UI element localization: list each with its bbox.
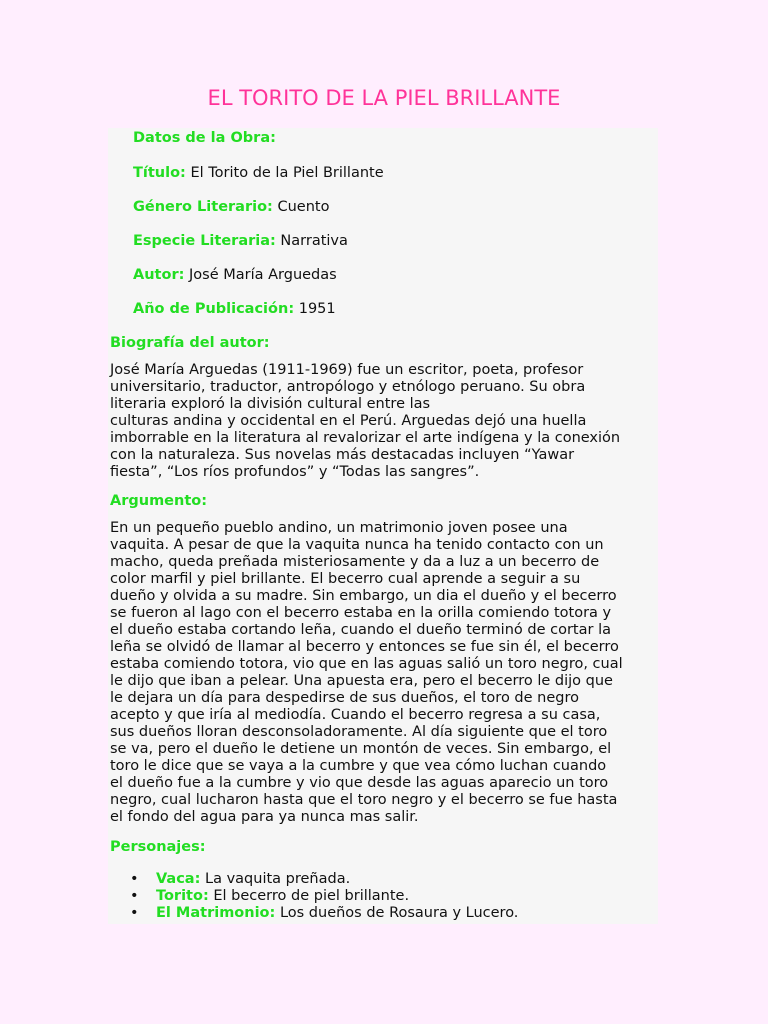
datos-label: Autor:: [133, 267, 185, 283]
text-line: el fondo del agua para ya nunca mas salir.: [110, 809, 419, 825]
text-line: toro le dice que se vaya a la cumbre y que vea cómo luchan cuando: [110, 758, 607, 774]
page-title: EL TORITO DE LA PIEL BRILLANTE: [207, 86, 561, 110]
datos-item-especie: [133, 232, 348, 250]
personaje-label: Torito:: [156, 888, 209, 904]
personajes-heading: Personajes:: [110, 839, 206, 855]
text-line: estaba comiendo totora, vio que en las aguas salió un toro negro, cual: [110, 656, 623, 672]
datos-label: Año de Publicación:: [133, 301, 295, 317]
personaje-value: El becerro de piel brillante.: [213, 888, 410, 904]
text-line: sus dueños lloran desconsoladoramente. Al día siguiente que el toro: [110, 724, 608, 740]
datos-value: Cuento: [277, 199, 330, 215]
datos-label: Especie Literaria:: [133, 233, 276, 249]
text-line: literaria exploró la división cultural entre las: [110, 396, 431, 412]
personaje-label: El Matrimonio:: [156, 905, 276, 921]
datos-value: Narrativa: [280, 233, 348, 249]
text-line: se va, pero el dueño le detiene un montón de veces. Sin embargo, el: [110, 741, 612, 757]
datos-label: Título:: [133, 165, 186, 181]
datos-item-autor: [133, 266, 337, 284]
text-line: José María Arguedas (1911-1969) fue un escritor, poeta, profesor: [110, 362, 584, 378]
text-line: macho, queda preñada misteriosamente y da a luz a un becerro de: [110, 554, 600, 570]
personaje-value: Los dueños de Rosaura y Lucero.: [279, 905, 519, 921]
datos-value: El Torito de la Piel Brillante: [190, 165, 384, 181]
text-line: color marfil y piel brillante. El becerro cual aprende a seguir a su: [110, 571, 581, 587]
text-line: En un pequeño pueblo andino, un matrimonio joven posee una: [110, 520, 568, 536]
list-item: [130, 871, 518, 888]
bullet-icon: •: [130, 905, 139, 921]
text-line: el dueño estaba cortando leña, cuando el dueño terminó de cortar la: [110, 622, 611, 638]
text-line: le dejara un día para despedirse de sus dueños, el toro de negro: [110, 690, 579, 706]
bullet-icon: •: [130, 871, 139, 887]
text-line: dueño y olvida a su madre. Sin embargo, un dia el dueño y el becerro: [110, 588, 617, 604]
biografia-paragraph: [110, 362, 660, 481]
datos-value: José María Arguedas: [189, 267, 337, 283]
datos-label: Género Literario:: [133, 199, 273, 215]
list-item: [130, 888, 518, 905]
text-line: fiesta”, “Los ríos profundos” y “Todas las sangres”.: [110, 464, 480, 480]
text-line: universitario, traductor, antropólogo y etnólogo peruano. Su obra: [110, 379, 586, 395]
argumento-paragraph: [110, 520, 660, 826]
text-line: vaquita. A pesar de que la vaquita nunca ha tenido contacto con un: [110, 537, 604, 553]
personajes-list: [130, 871, 518, 922]
datos-item-titulo: [133, 164, 384, 182]
text-line: culturas andina y occidental en el Perú. Arguedas dejó una huella: [110, 413, 587, 429]
datos-value: 1951: [298, 301, 336, 317]
personaje-label: Vaca:: [156, 871, 201, 887]
text-line: leña se olvidó de llamar al becerro y entonces se fue sin él, el becerro: [110, 639, 619, 655]
personaje-value: La vaquita preñada.: [205, 871, 351, 887]
biografia-heading: Biografía del autor:: [110, 335, 270, 351]
bullet-icon: •: [130, 888, 139, 904]
argumento-heading: Argumento:: [110, 493, 208, 509]
text-line: acepto y que iría al mediodía. Cuando el becerro regresa a su casa,: [110, 707, 601, 723]
text-line: se fueron al lago con el becerro estaba en la orilla comiendo totora y: [110, 605, 612, 621]
text-line: el dueño fue a la cumbre y vio que desde las aguas aparecio un toro: [110, 775, 609, 791]
datos-item-anio: [133, 300, 336, 318]
text-line: con la naturaleza. Sus novelas más destacadas incluyen “Yawar: [110, 447, 575, 463]
text-line: negro, cual lucharon hasta que el toro negro y el becerro se fue hasta: [110, 792, 618, 808]
list-item: [130, 905, 518, 922]
datos-item-genero: [133, 198, 329, 216]
datos-heading: Datos de la Obra:: [133, 130, 276, 146]
text-line: imborrable en la literatura al revalorizar el arte indígena y la conexión: [110, 430, 621, 446]
text-line: le dijo que iban a pelear. Una apuesta era, pero el becerro le dijo que: [110, 673, 613, 689]
